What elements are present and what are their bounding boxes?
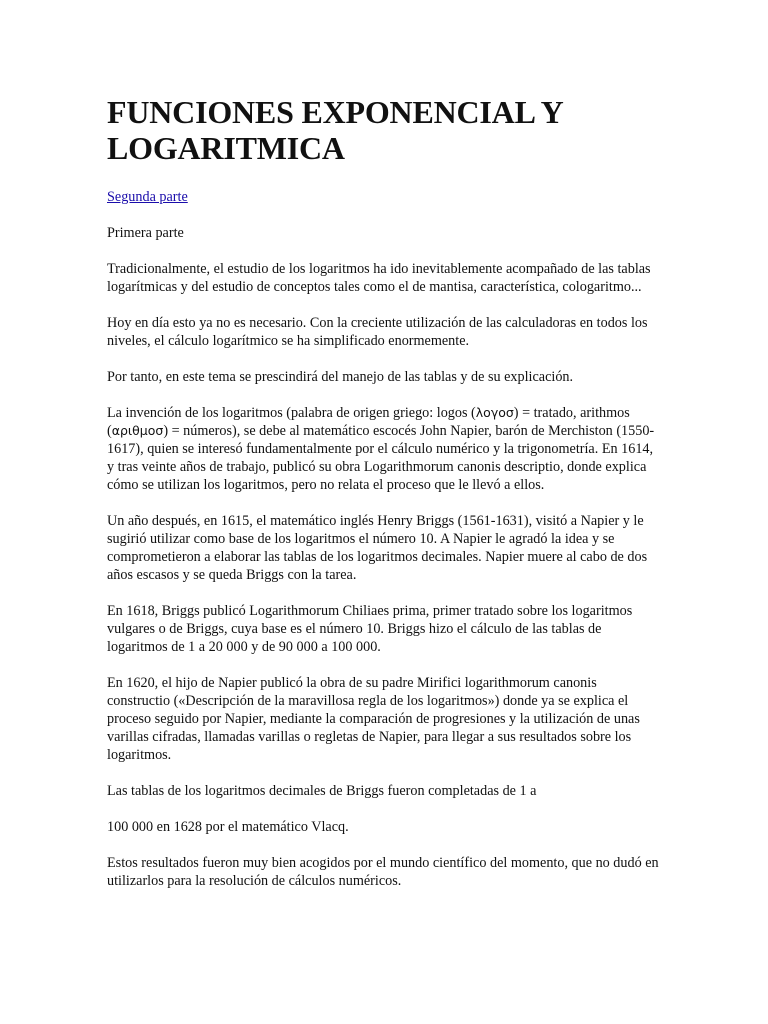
paragraph-4 <box>107 404 663 494</box>
paragraph-10: Estos resultados fueron muy bien acogidos por el mundo científico del momento, que no dudó en utilizarlos para la resolución de cálculos numéricos. <box>107 855 659 889</box>
paragraph-2: Hoy en día esto ya no es necesario. Con la creciente utilización de las calculadoras en todos los niveles, el cálculo logarítmico se ha simplificado enormemente. <box>107 315 648 349</box>
paragraph-7: En 1620, el hijo de Napier publicó la obra de su padre Mirifici logarithmorum canonis constructio («Descripción de la maravillosa regla de los logaritmos») donde ya se explica el proceso seguido por Napier, mediante la comparación de progresiones y la utilización de unas varillas cifradas, llamadas varillas o regletas de Napier, para llegar a sus resultados sobre los logaritmos. <box>107 675 640 763</box>
paragraph-5: Un año después, en 1615, el matemático inglés Henry Briggs (1561-1631), visitó a Napier y le sugirió utilizar como base de los logaritmos el número 10. A Napier le agradó la idea y se comprometieron a elaborar las tablas de los logaritmos decimales. Napier muere al cabo de dos años escasos y se queda Briggs con la tarea. <box>107 513 648 583</box>
paragraph-8: Las tablas de los logaritmos decimales de Briggs fueron completadas de 1 a <box>107 783 537 799</box>
paragraph-4-text-a: La invención de los logaritmos (palabra de origen griego: logos ( <box>107 405 476 421</box>
link-paragraph <box>107 188 663 206</box>
page-title: FUNCIONES EXPONENCIAL Y LOGARITMICA <box>107 94 563 166</box>
document-page <box>107 94 663 908</box>
paragraph-4-text-c: ) = números), se debe al matemático escocés John Napier, barón de Merchiston (1550-1617), quien se interesó fundamentalmente por el cálculo numérico y la trigonometría. En 1614, y tras veinte años de trabajo, publicó su obra Logarithmorum canonis descriptio, donde explica cómo se utilizan los logaritmos, pero no relata el proceso que le llevó a ellos. <box>107 423 655 493</box>
paragraph-4-text-b: ) = tratado, arithmos ( <box>107 405 630 439</box>
greek-logos: λογοσ <box>475 405 514 420</box>
greek-arithmos: αριθμοσ <box>111 423 164 438</box>
segunda-parte-link[interactable]: Segunda parte <box>107 189 188 205</box>
section-label: Primera parte <box>107 225 184 241</box>
paragraph-3: Por tanto, en este tema se prescindirá del manejo de las tablas y de su explicación. <box>107 369 574 385</box>
paragraph-9: 100 000 en 1628 por el matemático Vlacq. <box>107 819 349 835</box>
paragraph-6: En 1618, Briggs publicó Logarithmorum Chiliaes prima, primer tratado sobre los logaritmos vulgares o de Briggs, cuya base es el número 10. Briggs hizo el cálculo de las tablas de logaritmos de 1 a 20 000 y de 90 000 a 100 000. <box>107 603 633 655</box>
paragraph-1: Tradicionalmente, el estudio de los logaritmos ha ido inevitablemente acompañado de las tablas logarítmicas y del estudio de conceptos tales como el de mantisa, característica, cologaritmo... <box>107 261 651 295</box>
